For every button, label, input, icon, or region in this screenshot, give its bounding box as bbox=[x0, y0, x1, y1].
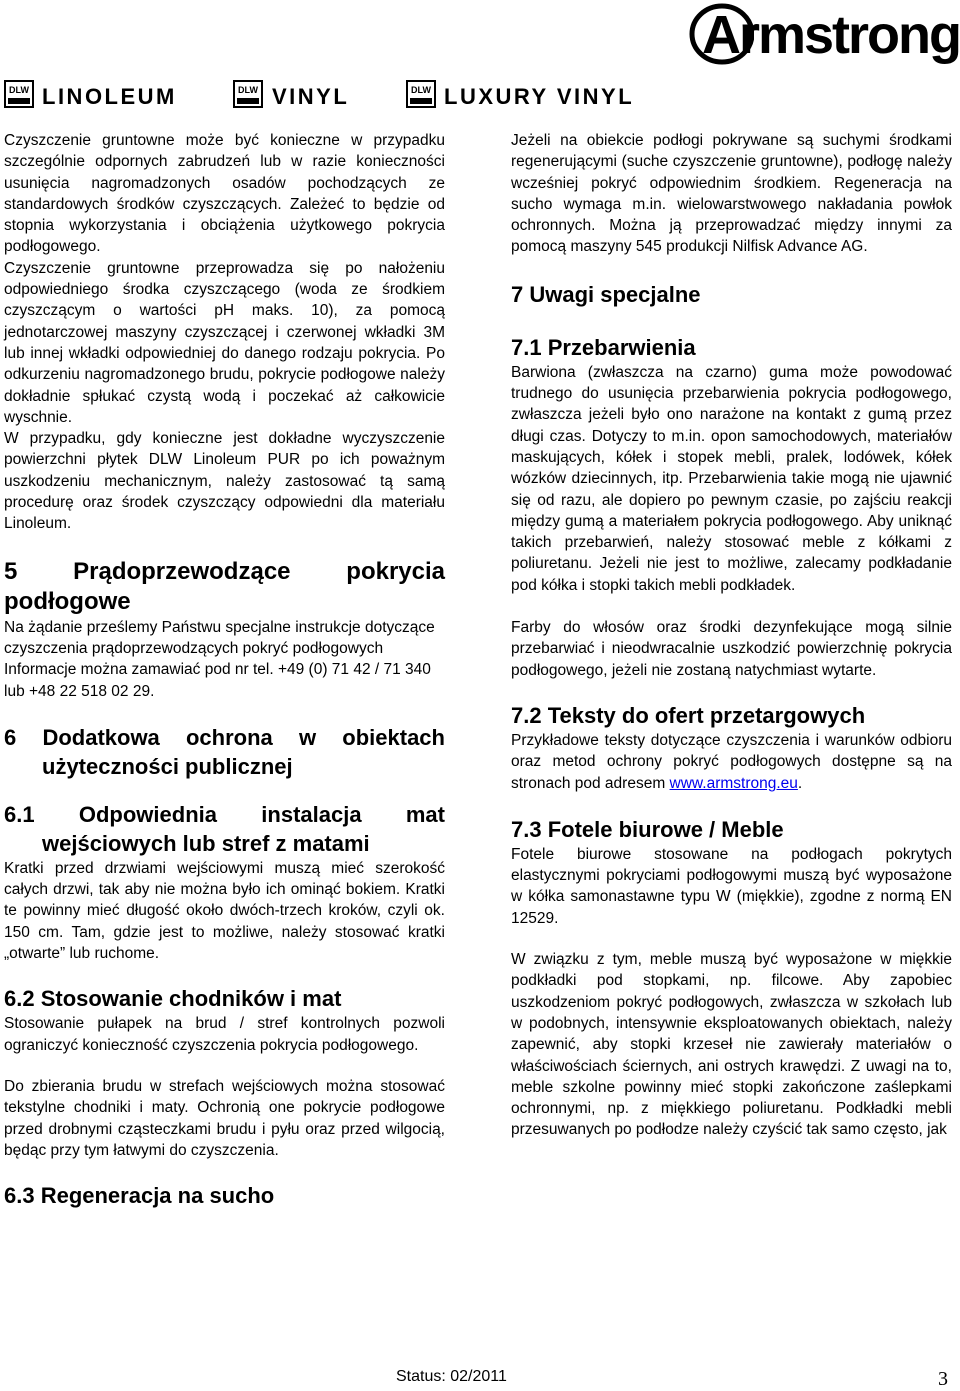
section-heading-5: 5 Prądoprzewodzące pokrycia podłogowe bbox=[4, 557, 445, 615]
dlw-logo-icon bbox=[406, 80, 436, 108]
paragraph-text: Przykładowe teksty dotyczące czyszczenia i warunków odbioru oraz metod ochrony pokryć podłogowych dostępne są na stronach pod adresem bbox=[511, 731, 952, 792]
dlw-logo-icon bbox=[4, 80, 34, 108]
left-column bbox=[4, 130, 445, 1210]
paragraph: Jeżeli na obiekcie podłogi pokrywane są suchymi środkami regenerującymi (suche czyszczenie gruntowne), podłogę należy wcześniej pokryć odpowiednim środkiem. Regeneracja na sucho wymaga m.in. wielowarstwowego nakładania powłok ochronnych. Można ją przeprowadzać między innymi za pomocą maszyny 545 produkcji Nilfisk Advance AG. bbox=[511, 132, 952, 256]
paragraph: Fotele biurowe stosowane na podłogach pokrytych elastycznymi pokryciami podłogowymi muszą być wyposażone w kółka samonastawne typu W (miękkie), zgodne z normą EN 12529. bbox=[511, 845, 952, 927]
right-column bbox=[511, 130, 952, 1141]
section-heading-6-1: 6.1 Odpowiednia instalacja mat wejściowych lub stref z matami bbox=[4, 801, 445, 856]
paragraph: Informacje można zamawiać pod nr tel. +49 (0) 71 42 / 71 340 lub +48 22 518 02 29. bbox=[4, 661, 431, 700]
armstrong-website-link[interactable]: www.armstrong.eu bbox=[669, 774, 798, 792]
svg-text:DLW: DLW bbox=[411, 85, 431, 95]
svg-text:DLW: DLW bbox=[9, 85, 29, 95]
section-heading-7-2: 7.2 Teksty do ofert przetargowych bbox=[511, 702, 866, 728]
paragraph: Na żądanie prześlemy Państwu specjalne instrukcje dotyczące czyszczenia prądoprzewodzących pokryć podłogowych bbox=[4, 618, 435, 657]
brand-luxury-vinyl-label: LUXURY VINYL bbox=[444, 84, 635, 109]
paragraph: Czyszczenie gruntowne może być konieczne w przypadku szczególnie odpornych zabrudzeń lub w razie konieczności usunięcia nagromadzonych osadów pochodzących ze standardowych środków czyszczących. Zależeć to będzie od stopnia wykorzystania i obciążenia użytkowego pokrycia podłogowego. bbox=[4, 132, 445, 256]
paragraph: Do zbierania brudu w strefach wejściowych można stosować tekstylne chodniki i maty. Ochronią one pokrycie podłogowe przed drobnymi cząsteczkami brudu i pyłu oraz przed wilgocią, będąc przy tym łatwymi do czyszczenia. bbox=[4, 1077, 445, 1159]
section-heading-7-3: 7.3 Fotele biurowe / Meble bbox=[511, 816, 784, 842]
paragraph: Farby do włosów oraz środki dezynfekujące mogą silnie przebarwiać i nieodwracalnie uszkodzić powierzchnię pokrycia podłogowego, jeżeli nie zostaną natychmiast wytarte. bbox=[511, 619, 952, 679]
brand-linoleum-label: LINOLEUM bbox=[42, 84, 177, 109]
section-heading-6-3: 6.3 Regeneracja na sucho bbox=[4, 1183, 275, 1209]
svg-text:DLW: DLW bbox=[238, 85, 258, 95]
section-heading-6: 6 Dodatkowa ochrona w obiektach użyteczności publicznej bbox=[4, 724, 445, 779]
paragraph: W przypadku, gdy konieczne jest dokładne wyczyszczenie powierzchni płytek DLW Linoleum PUR po ich poważnym uszkodzeniu mechanicznym, należy zastosować tą samą procedurę oraz środek czyszczący odpowiedni dla materiału Linoleum. bbox=[4, 430, 445, 533]
paragraph: Czyszczenie gruntowne przeprowadza się po nałożeniu odpowiedniego środka czyszczącego (woda ze środkiem czyszczącym o wartości pH maks. 10), za pomocą jednotarczowej maszyny czyszczącej i czerwonej wkładki 3M lub innej wkładki odpowiedniej do danego rodzaju pokrycia. Po odkurzeniu nagromadzonego brudu, pokrycie podłogowe należy dokładnie spłukać czystą wodą i poczekać aż całkowicie wyschnie. bbox=[4, 259, 445, 426]
paragraph bbox=[511, 730, 952, 794]
brand-vinyl-label: VINYL bbox=[272, 84, 350, 109]
section-heading-6-2: 6.2 Stosowanie chodników i mat bbox=[4, 986, 342, 1012]
status-footer: Status: 02/2011 bbox=[396, 1368, 507, 1385]
page-header bbox=[0, 0, 960, 120]
section-heading-7-1: 7.1 Przebarwienia bbox=[511, 334, 696, 360]
armstrong-wordmark: Armstrong bbox=[702, 5, 960, 65]
paragraph: Barwiona (zwłaszcza na czarno) guma może powodować trudnego do usunięcia przebarwienia pokrycia podłogowego, zwłaszcza jeżeli było ono narażone na kontakt z gumą przez długi czas. Dotyczy to m.in. opon samochodowych, materiałów maskujących, kółek i stopek mebli, pralek, lodówek, kółek wózków dziecinnych, itp. Przebarwienia takie mogą nie ujawnić się od razu, ale dopiero po pewnym czasie, po zajściu reakcji między gumą a materiałem pokrycia podłogowego. Aby uniknąć takich przebarwień, należy stosować meble z kółkami z poliuretanu. Jeżeli nie jest to możliwe, zalecamy podkładanie pod kółka i stopki takich mebli podkładek. bbox=[511, 363, 952, 594]
page-number: 3 bbox=[938, 1368, 948, 1390]
paragraph-end: . bbox=[797, 774, 803, 792]
paragraph: W związku z tym, meble muszą być wyposażone w miękkie podkładki pod stopkami, np. filcowe. Aby zapobiec uszkodzeniom pokryć podłogowych, zwłaszcza w szkołach lub w podobnych, intensywnie eksploatowanych obiektach, należy zapewnić, aby stopki krzeseł nie zawierały materiałów o właściwościach ściernych, ani ostrych krawędzi. Z uwagi na to, meble szkolne powinny mieć stopki zakończone zaślepkami ochronnymi, np. z miękkiego poliuretanu. Podkładki mebli przesuwanych po podłodze należy czyścić tak samo często, jak bbox=[511, 951, 952, 1139]
dlw-logo-icon bbox=[233, 80, 263, 108]
paragraph: Stosowanie pułapek na brud / stref kontrolnych pozwoli ograniczyć konieczność czyszczenia pokrycia podłogowego. bbox=[4, 1015, 445, 1054]
paragraph: Kratki przed drzwiami wejściowymi muszą mieć szerokość całych drzwi, tak aby nie można było ich ominąć bokiem. Kratki te powinny mieć długość około dwóch-trzech kroków, czyli ok. 150 cm. Tam, gdzie jest to możliwe, należy stosować kratki „otwarte” lub ruchome. bbox=[4, 859, 445, 963]
section-heading-7: 7 Uwagi specjalne bbox=[511, 281, 701, 307]
